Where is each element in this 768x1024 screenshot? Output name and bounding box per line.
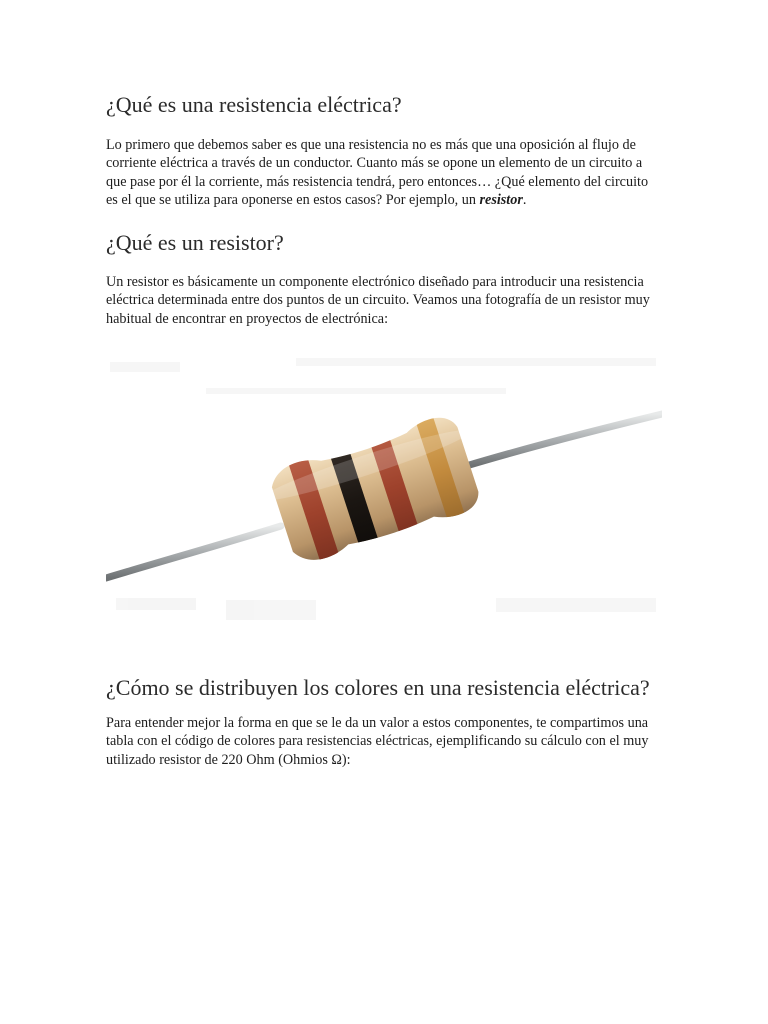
paragraph-line: es el que se utiliza para oponerse en estos casos? Por ejemplo, un xyxy=(106,191,480,208)
paragraph-line: que pase por él la corriente, más resistencia tendrá, pero entonces… ¿Qué elemento del circuito xyxy=(106,173,649,190)
paragraph-trailing: . xyxy=(522,191,527,208)
resistor-body xyxy=(248,393,500,594)
paragraph-line: eléctrica determinada entre dos puntos de un circuito. Veamos una fotografía de un resistor muy xyxy=(106,292,650,309)
paragraph-line: utilizado resistor de 220 Ohm (Ohmios Ω): xyxy=(106,751,351,768)
heading-what-is-resistor: ¿Qué es un resistor? xyxy=(106,230,284,255)
paragraph-line: Para entender mejor la forma en que se le da un valor a estos componentes, te compartimos una xyxy=(106,715,649,731)
paragraph-resistance xyxy=(106,136,662,209)
paragraph-resistor xyxy=(106,273,662,328)
paragraph-color-code xyxy=(106,714,662,769)
paragraph-line: corriente eléctrica a través de un conductor. Cuanto más se opone un elemento de un circuito a xyxy=(106,155,643,172)
heading-what-is-resistance: ¿Qué es una resistencia eléctrica? xyxy=(106,92,402,117)
emphasis-resistor: resistor xyxy=(479,191,523,208)
paragraph-line: Lo primero que debemos saber es que una resistencia no es más que una oposición al flujo de xyxy=(106,137,636,153)
paragraph-line: Un resistor es básicamente un componente electrónico diseñado para introducir una resistencia xyxy=(106,274,644,290)
paragraph-line: habitual de encontrar en proyectos de electrónica: xyxy=(106,310,389,327)
resistor-illustration xyxy=(106,348,662,644)
heading-color-distribution: ¿Cómo se distribuyen los colores en una resistencia eléctrica? xyxy=(106,675,650,700)
resistor-photo xyxy=(106,348,662,644)
paragraph-line: tabla con el código de colores para resistencias eléctricas, ejemplificando su cálculo con el muy xyxy=(106,733,649,750)
